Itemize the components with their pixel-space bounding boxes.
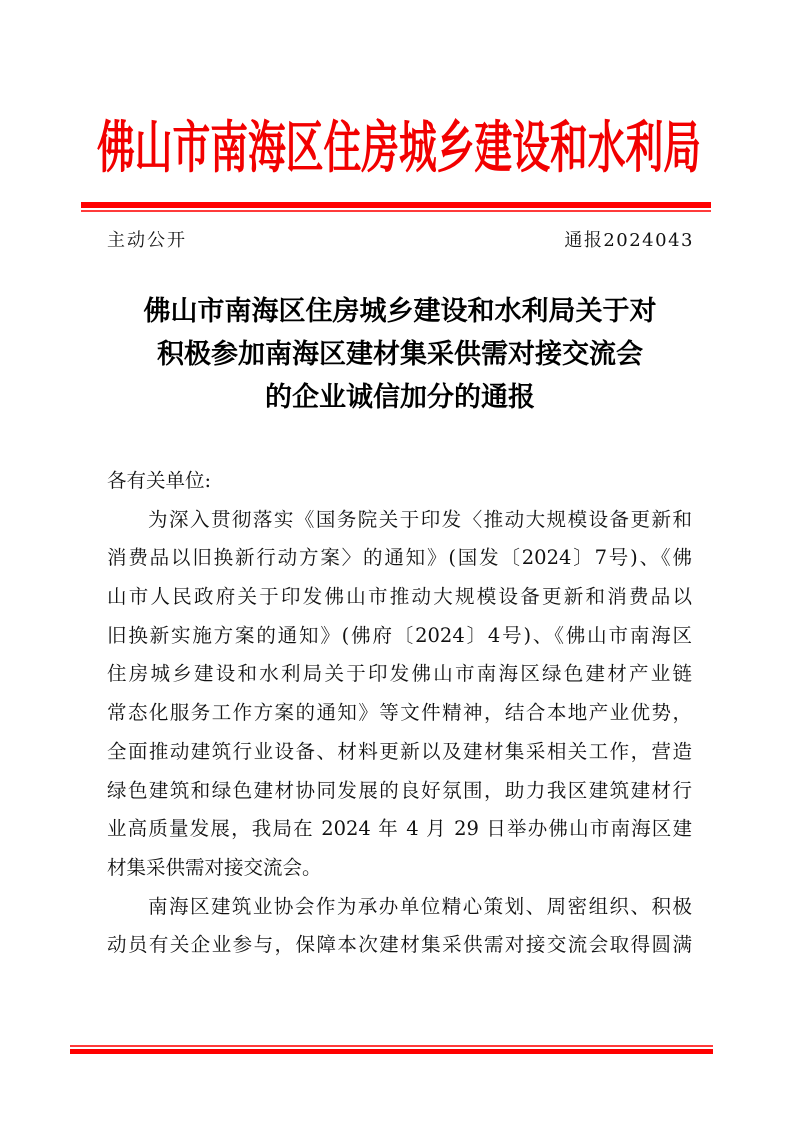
body-line: 材集采供需对接交流会。 xyxy=(107,855,322,879)
red-rule-thin xyxy=(81,210,711,212)
disclosure-label: 主动公开 xyxy=(107,230,187,251)
salutation: 各有关单位: xyxy=(107,469,212,492)
footer-red-rule xyxy=(70,1045,713,1055)
title-line: 的企业诚信加分的通报 xyxy=(265,382,535,413)
document-title xyxy=(100,290,700,419)
masthead-red-rule xyxy=(81,202,711,212)
body-line: 南海区建筑业协会作为承办单位精心策划、周密组织、积极 xyxy=(148,894,692,918)
red-rule-thick xyxy=(81,202,711,208)
body-line: 住房城乡建设和水利局关于印发佛山市南海区绿色建材产业链 xyxy=(107,662,692,686)
body-line: 全面推动建筑行业设备、材料更新以及建材集采相关工作，营造 xyxy=(107,739,692,763)
body-line: 旧换新实施方案的通知》(佛府〔2024〕4号)、《佛山市南海区 xyxy=(107,623,692,647)
body-line: 动员有关企业参与，保障本次建材集采供需对接交流会取得圆满 xyxy=(107,933,692,957)
paragraph xyxy=(107,888,692,965)
body-line: 为深入贯彻落实《国务院关于印发〈推动大规模设备更新和 xyxy=(148,507,692,531)
document-number: 通报2024043 xyxy=(564,230,694,251)
body-line: 常态化服务工作方案的通知》等文件精神，结合本地产业优势， xyxy=(107,701,692,725)
body-line: 山市人民政府关于印发佛山市推动大规模设备更新和消费品以 xyxy=(107,585,692,609)
masthead-org-name: 佛山市南海区住房城乡建设和水利局 xyxy=(97,116,701,181)
red-rule-thin xyxy=(70,1045,713,1047)
body-line: 消费品以旧换新行动方案〉的通知》(国发〔2024〕7号)、《佛 xyxy=(107,546,692,570)
title-line: 佛山市南海区住房城乡建设和水利局关于对 xyxy=(143,296,657,327)
body-line: 业高质量发展，我局在 2024 年 4 月 29 日举办佛山市南海区建 xyxy=(107,817,692,841)
masthead xyxy=(97,116,701,182)
body-line: 绿色建筑和绿色建材协同发展的良好氛围，助力我区建筑建材行 xyxy=(107,778,692,802)
document-body xyxy=(107,462,692,965)
paragraph xyxy=(107,501,692,888)
title-line: 积极参加南海区建材集采供需对接交流会 xyxy=(157,339,643,370)
red-rule-thick xyxy=(70,1049,713,1054)
